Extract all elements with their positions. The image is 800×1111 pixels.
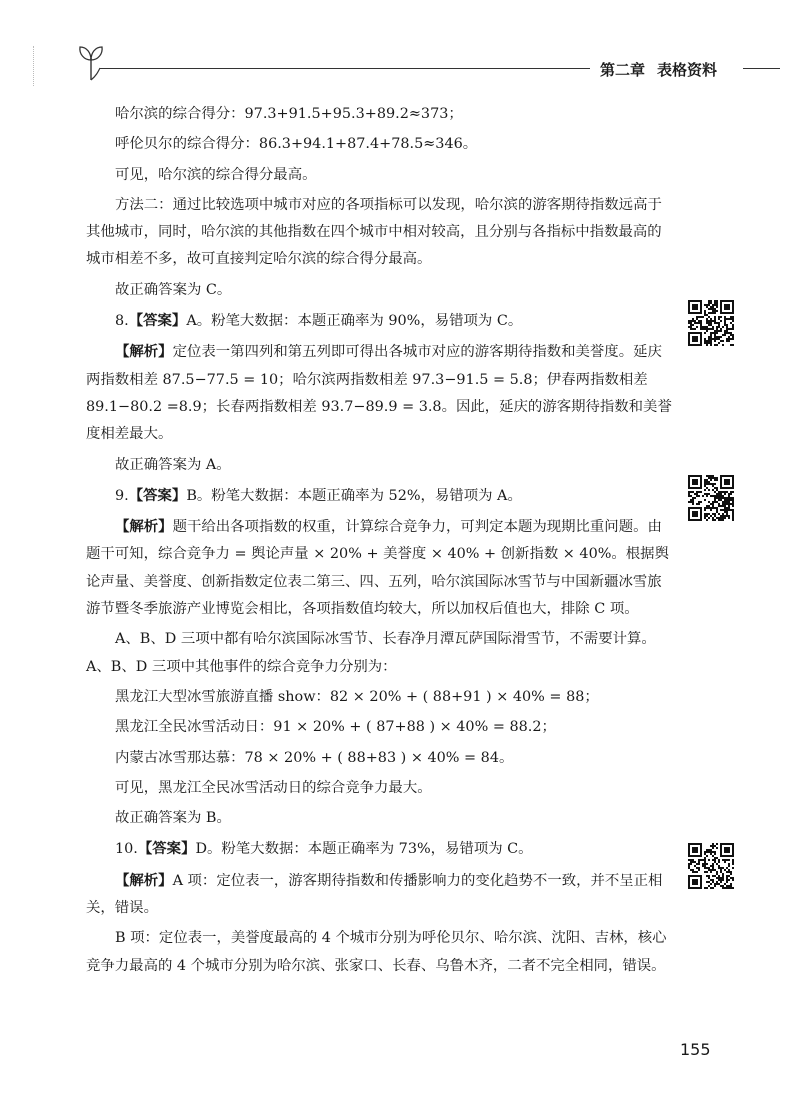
paragraph-text: 可见，哈尔滨的综合得分最高。 <box>115 166 317 183</box>
paragraph-text: 内蒙古冰雪那达慕：78 × 20% + ( 88+83 ) × 40% = 84。 <box>115 749 514 766</box>
paragraph-text: 定位表一第四列和第五列即可得出各城市对应的游客期待指数和美誉度。延庆两指数相差 87.5−77.5 = 10；哈尔滨两指数相差 97.3−91.5 = 5.8；伊春两指数相差 89.1−80.2 =8.9；长春两指数相差 93.7−89.9 = 3.8。因此，延庆的游客期待指数和美誉度相差最大。 <box>86 344 672 443</box>
paragraph <box>86 684 676 711</box>
question-number: 9. <box>115 487 129 504</box>
paragraph <box>86 482 676 510</box>
paragraph-text: 哈尔滨的综合得分：97.3+91.5+95.3+89.2≈373； <box>115 106 463 122</box>
bold-label: 【解析】 <box>115 343 173 361</box>
bold-label: 【解析】 <box>115 518 173 536</box>
bold-label: 【答案】 <box>128 486 187 504</box>
section-label: 表格资料 <box>657 61 718 79</box>
bold-label: 【答案】 <box>128 312 187 330</box>
paragraph-text: 题干给出各项指数的权重，计算综合竞争力，可判定本题为现期比重问题。由题干可知，综合竞争力 = 舆论声量 × 20% + 美誉度 × 40% + 创新指数 × 40%。根据舆论声量、美誉度、创新指数定位表二第三、四、五列，哈尔滨国际冰雪节与中国新疆冰雪旅游节暨冬季旅游产业博览会相比，各项指数值均较大，所以加权后值也大，排除 C 项。 <box>86 519 669 618</box>
paragraph <box>86 192 676 274</box>
paragraph <box>86 867 676 923</box>
paragraph <box>86 101 676 128</box>
paragraph <box>86 162 676 189</box>
page-header <box>0 0 800 90</box>
header-rule <box>100 68 590 69</box>
paragraph <box>86 745 676 772</box>
running-head <box>600 59 717 80</box>
paragraph <box>86 805 676 832</box>
question-number: 10. <box>115 841 138 858</box>
qr-code-icon <box>688 300 734 346</box>
paragraph <box>86 714 676 741</box>
paragraph-text: B。粉笔大数据：本题正确率为 52%，易错项为 A。 <box>186 487 522 504</box>
paragraph-text: A 项：定位表一，游客期待指数和传播影响力的变化趋势不一致，并不呈正相关，错误。 <box>86 872 663 917</box>
paragraph-text: 可见，黑龙江全民冰雪活动日的综合竞争力最大。 <box>115 779 432 796</box>
paragraph-text: 故正确答案为 B。 <box>115 810 231 827</box>
paragraph <box>86 307 676 335</box>
page-body <box>86 98 676 980</box>
paragraph <box>86 277 676 304</box>
question-number: 8. <box>115 313 129 330</box>
qr-code-icon <box>688 843 734 889</box>
bold-label: 【答案】 <box>137 840 196 858</box>
paragraph <box>86 626 676 681</box>
paragraph <box>86 925 676 980</box>
paragraph-text: 故正确答案为 A。 <box>115 456 231 473</box>
paragraph-text: 黑龙江大型冰雪旅游直播 show：82 × 20% + ( 88+91 ) × 40% = 88； <box>115 688 599 705</box>
paragraph-text: 故正确答案为 C。 <box>115 281 232 298</box>
qr-code-icon <box>688 475 734 521</box>
margin-marks <box>33 46 40 86</box>
paragraph-text: A、B、D 三项中都有哈尔滨国际冰雪节、长春净月潭瓦萨国际滑雪节，不需要计算。A、B、D 三项中其他事件的综合竞争力分别为： <box>86 631 656 675</box>
paragraph-text: A。粉笔大数据：本题正确率为 90%，易错项为 C。 <box>186 313 523 330</box>
paragraph <box>86 452 676 479</box>
paragraph-text: 黑龙江全民冰雪活动日：91 × 20% + ( 87+88 ) × 40% = 88.2； <box>115 719 556 736</box>
paragraph-text: B 项：定位表一，美誉度最高的 4 个城市分别为呼伦贝尔、哈尔滨、沈阳、吉林，核心竞争力最高的 4 个城市分别为哈尔滨、张家口、长春、乌鲁木齐，二者不完全相同，错误。 <box>86 930 667 974</box>
bold-label: 【解析】 <box>115 871 173 889</box>
paragraph-text: D。粉笔大数据：本题正确率为 73%，易错项为 C。 <box>195 841 533 858</box>
sprout-icon <box>76 42 106 82</box>
chapter-label: 第二章 <box>600 61 646 79</box>
paragraph <box>86 513 676 623</box>
paragraph <box>86 775 676 802</box>
paragraph-text: 呼伦贝尔的综合得分：86.3+94.1+87.4+78.5≈346。 <box>115 136 478 153</box>
paragraph-text: 方法二：通过比较选项中城市对应的各项指标可以发现，哈尔滨的游客期待指数远高于其他城市，同时，哈尔滨的其他指数在四个城市中相对较高，且分别与各指标中指数最高的城市相差不多，故可直接判定哈尔滨的综合得分最高。 <box>86 196 662 268</box>
paragraph <box>86 835 676 863</box>
paragraph <box>86 338 676 448</box>
header-rule-right <box>743 68 780 69</box>
page-number: 155 <box>680 1040 711 1059</box>
paragraph <box>86 131 676 158</box>
